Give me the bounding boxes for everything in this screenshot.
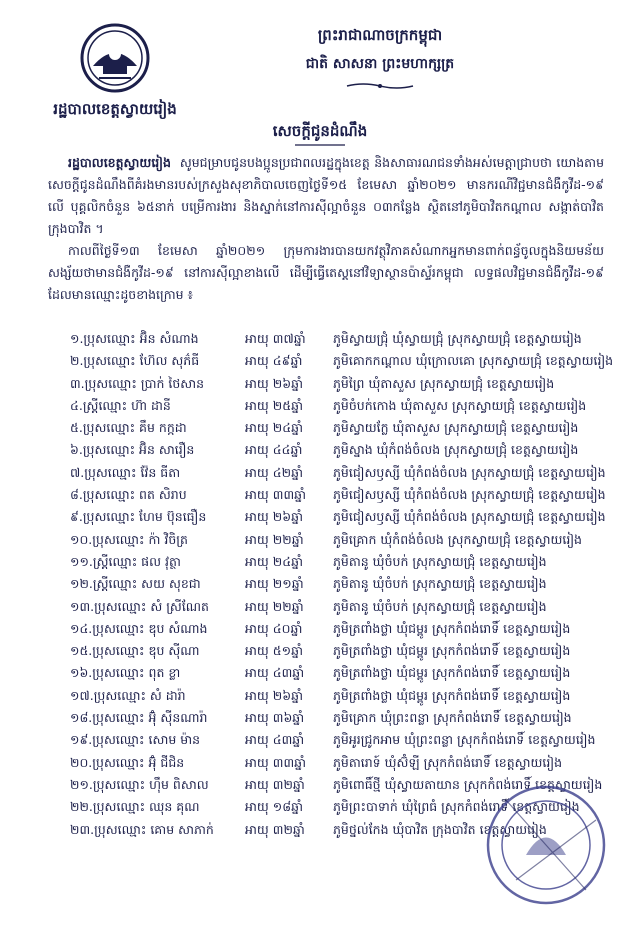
person-list [70,328,630,841]
person-age: អាយុ ២១ឆ្នាំ [245,576,304,592]
person-address: ភូមិគ្រោក ឃុំព្រះពន្លា ស្រុកកំពង់រោទិ៍ ខេត្តស្វាយរៀង [333,710,572,726]
person-age: អាយុ ២៦ឆ្នាំ [245,509,303,525]
person-age: អាយុ ២២ឆ្នាំ [245,531,304,547]
person-address: ភូមិជៀសឫស្សី ឃុំកំពង់ចំលង ស្រុកស្វាយជ្រុំ ខេត្តស្វាយរៀង [333,464,606,480]
person-address: ភូមិតានូ ឃុំចំបក់ ស្រុកស្វាយជ្រុំ ខេត្តស្វាយរៀង [333,553,547,569]
ornament-divider-icon [345,82,415,90]
kingdom-header [270,26,490,94]
person-name: ១៨.ប្រុសឈ្មោះ អ៊ុំ ស៊ីនណារ៉ា [70,710,208,726]
paragraph-1-text: សូមជម្រាបជូនបងប្អូនប្រជាពលរដ្ឋក្នុងខេត្ត និងសាធារណជនទាំងអស់មេត្តាជ្រាបថា យោងតាមសេចក្តីជូនដំណឹងពីគំរងមានរបស់ក្រសួងសុខាភិបាលចេញថ្ងៃទី១៥ ខែមេសា ឆ្នាំ២០២១ មានករណីវិជ្ជមានជំងឺកូវីដ-១៩ លើ បុគ្គលិកចំនួន ៦៥នាក់ បម្រើការងារ និងស្នាក់នៅការសុីល្អាចំនួន ០៣កន្លែង ស្ថិតនៅភូមិបាវិតកណ្តាល សង្កាត់បាវិត ក្រុងបាវិត ។ [48,155,604,236]
person-address: ភូមិជៀសឫស្សី ឃុំកំពង់ចំលង ស្រុកស្វាយជ្រុំ ខេត្តស្វាយរៀង [333,487,606,503]
list-item [70,506,630,528]
person-name: ១៥.ប្រុសឈ្មោះ ឌុប ស៊ីណា [70,643,200,659]
ministry-emblem-icon [79,22,151,94]
list-item [70,395,630,417]
person-age: អាយុ ៤០ឆ្នាំ [245,620,303,636]
person-address: ភូមិតានូ ឃុំចំបក់ ស្រុកស្វាយជ្រុំ ខេត្តស្វាយរៀង [333,598,547,614]
list-item [70,417,630,439]
person-address: ភូមិត្រពាំងថ្លា ឃុំជម្ពូរ ស្រុកកំពង់រោទិ៍ ខេត្តស្វាយរៀង [333,620,571,636]
list-item [70,529,630,551]
person-address: ភូមិស្វាយជ្រុំ ឃុំស្វាយជ្រុំ ស្រុកស្វាយជ្រុំ ខេត្តស្វាយរៀង [333,331,582,346]
agency-name: រដ្ឋបាលខេត្តស្វាយរៀង [53,100,177,118]
person-name: ២១.ប្រុសឈ្មោះ ហ៊ឹម ពិសាល [70,776,209,792]
person-address: ភូមិពោធិ៍ថ្មី ឃុំស្វាយតាយាន ស្រុកកំពង់រោទិ៍ ខេត្តស្វាយរៀង [333,776,603,792]
person-age: អាយុ ៣៧ឆ្នាំ [245,331,306,346]
person-address: ភូមិចំបក់កោង ឃុំតាសួស ស្រុកស្វាយជ្រុំ ខេត្តស្វាយរៀង [333,397,587,413]
person-age: អាយុ ២៦ឆ្នាំ [245,375,303,391]
person-name: ២២.ប្រុសឈ្មោះ ឈុន គុណ [70,799,200,815]
list-item [70,596,630,618]
person-age: អាយុ ៥១ឆ្នាំ [245,643,303,659]
person-name: ៧.ប្រុសឈ្មោះ វ៉ែន ធីតា [70,464,181,480]
title-underline-icon [295,143,345,147]
list-item [70,373,630,395]
person-name: ៤.ស្រ្តីឈ្មោះ ហ៊ា ដានី [70,397,171,413]
list-item [70,729,630,751]
notice-body [48,152,604,306]
person-age: អាយុ ៤៣ឆ្នាំ [245,732,305,748]
person-age: អាយុ ២៥ឆ្នាំ [245,397,303,413]
list-item [70,618,630,640]
person-address: ភូមិតានូ ឃុំចំបក់ ស្រុកស្វាយជ្រុំ ខេត្តស្វាយរៀង [333,576,547,592]
person-age: អាយុ ២៤ឆ្នាំ [245,420,303,436]
person-name: ១៤.ប្រុសឈ្មោះ ឌុប សំណាង [70,620,208,636]
paragraph-intro [48,152,604,240]
person-age: អាយុ ៤៤ឆ្នាំ [245,442,303,458]
list-item [70,662,630,684]
person-age: អាយុ ៣៣ឆ្នាំ [245,487,307,503]
list-item [70,439,630,461]
person-age: អាយុ ២២ឆ្នាំ [245,598,304,614]
person-name: ១២.ស្រ្តីឈ្មោះ សយ សុខជា [70,576,201,592]
person-age: អាយុ ៣៦ឆ្នាំ [245,710,305,726]
person-address: ភូមិគោកកណ្តាល ឃុំក្រោលគោ ស្រុកស្វាយជ្រុំ ខេត្តស្វាយរៀង [333,353,614,369]
person-address: ភូមិត្រពាំងថ្លា ឃុំជម្ពូរ ស្រុកកំពង់រោទិ៍ ខេត្តស្វាយរៀង [333,643,571,659]
person-address: ភូមិគ្រោក ឃុំកំពង់ចំលង ស្រុកស្វាយជ្រុំ ខេត្តស្វាយរៀង [333,531,582,547]
person-age: អាយុ ៣២ឆ្នាំ [245,821,305,837]
national-motto: ជាតិ សាសនា ព្រះមហាក្សត្រ [305,56,455,72]
list-item [70,573,630,595]
list-item [70,707,630,729]
person-name: ៥.ប្រុសឈ្មោះ គឹម កក្កដា [70,420,187,436]
person-name: ១.ប្រុសឈ្មោះ អ៊ិន សំណាង [70,331,199,346]
person-name: ១៣.ប្រុសឈ្មោះ សំ ស្រីណែត [70,598,209,614]
paragraph-2: កាលពីថ្ងៃទី១៣ ខែមេសា ឆ្នាំ២០២១ ក្រុមការងារបានយកវត្ថុវិភាគសំណាកអ្នកមានពាក់ពន្ធ័ចូលក្នុងនិយមន័យ សង្ស័យថាមានជំងឺកូវីដ-១៩ នៅការសុីល្អាខាងលើ ដើម្បីធ្វើតេស្តនៅវិទ្យាស្ថានប៉ាស្ទ័រកម្ពុជា លទ្ធផលវិជ្ជមានជំងឺកូវីដ-១៩ ដែលមានឈ្មោះដូចខាងក្រោម ៖ [48,243,604,302]
person-age: អាយុ ២៤ឆ្នាំ [245,553,303,569]
person-name: ១១.ស្រ្តីឈ្មោះ ផល វុត្ថា [70,553,181,569]
list-item [70,328,630,350]
person-age: អាយុ ១៨ឆ្នាំ [245,799,303,815]
person-address: ភូមិថ្នល់កែង ឃុំបាវិត ក្រុងបាវិត ខេត្តស្វាយរៀង [333,821,547,837]
official-seal-icon [466,780,626,910]
person-name: ២៣.ប្រុសឈ្មោះ គោម សាភាក់ [70,821,214,837]
person-name: ២.ប្រុសឈ្មោះ ហ៊ែល សុភ៌ធី [70,353,200,369]
person-name: ៩.ប្រុសឈ្មោះ ហែម ប៊ុនធឿន [70,509,207,525]
document-title: សេចក្តីជូនដំណឹង [272,122,368,140]
person-address: ភូមិជៀសឫស្សី ឃុំកំពង់ចំលង ស្រុកស្វាយជ្រុំ ខេត្តស្វាយរៀង [333,509,606,525]
list-item [70,462,630,484]
person-name: ១៦.ប្រុសឈ្មោះ ពុត ខ្លា [70,665,181,681]
list-item [70,350,630,372]
lead-agency: រដ្ឋបាលខេត្តស្វាយរៀង [68,155,171,170]
list-item [70,551,630,573]
person-age: អាយុ ៣៣ឆ្នាំ [245,754,307,770]
person-age: អាយុ ៣២ឆ្នាំ [245,776,305,792]
person-address: ភូមិអូរជ្រូកអាម ឃុំព្រះពន្លា ស្រុកកំពង់រោទិ៍ ខេត្តស្វាយរៀង [333,732,596,748]
person-address: ភូមិព្រះបាទាក់ ឃុំព្រៃធំ ស្រុកកំពង់រោទិ៍ ខេត្តស្វាយរៀង [333,799,580,815]
person-address: ភូមិតារោទ៍ ឃុំស៊ំឡី ស្រុកកំពង់រោទិ៍ ខេត្តស្វាយរៀង [333,754,563,770]
person-age: អាយុ ២៦ឆ្នាំ [245,687,303,703]
person-address: ភូមិស្វាយក្លែ ឃុំតាសួស ស្រុកស្វាយជ្រុំ ខេត្តស្វាយរៀង [333,420,579,436]
person-address: ភូមិព្រៃ ឃុំតាសួស ស្រុកស្វាយជ្រុំ ខេត្តស្វាយរៀង [333,375,555,391]
person-name: ២០.ប្រុសឈ្មោះ អ៊ុំ ជីជិន [70,754,185,770]
person-address: ភូមិត្រពាំងថ្លា ឃុំជម្ពូរ ស្រុកកំពង់រោទិ៍ ខេត្តស្វាយរៀង [333,687,571,703]
list-item [70,484,630,506]
agency-header [40,22,190,122]
person-name: ១៩.ប្រុសឈ្មោះ សោម ម៉ាន [70,732,201,748]
person-name: ១៧.ប្រុសឈ្មោះ សំ ដារ៉ា [70,687,186,703]
person-address: ភូមិត្រពាំងថ្លា ឃុំជម្ពូរ ស្រុកកំពង់រោទិ៍ ខេត្តស្វាយរៀង [333,665,571,681]
kingdom-name: ព្រះរាជាណាចក្រកម្ពុជា [317,26,443,44]
person-name: ១០.ប្រុសឈ្មោះ ក៉ា វិចិត្រ [70,531,188,547]
person-name: ៨.ប្រុសឈ្មោះ ពត សិរាប [70,487,187,503]
person-age: អាយុ ៤៣ឆ្នាំ [245,665,305,681]
list-item [70,752,630,774]
list-item [70,640,630,662]
person-age: អាយុ ៤៩ឆ្នាំ [245,353,303,369]
person-age: អាយុ ៤២ឆ្នាំ [245,464,303,480]
person-name: ៦.ប្រុសឈ្មោះ អ៊ិន សារឿន [70,442,195,458]
list-item [70,685,630,707]
person-address: ភូមិស្នាង ឃុំកំពង់ចំលង ស្រុកស្វាយជ្រុំ ខេត្តស្វាយរៀង [333,442,579,458]
person-name: ៣.ប្រុសឈ្មោះ ប្រាក់ ថៃសាន [70,375,205,391]
